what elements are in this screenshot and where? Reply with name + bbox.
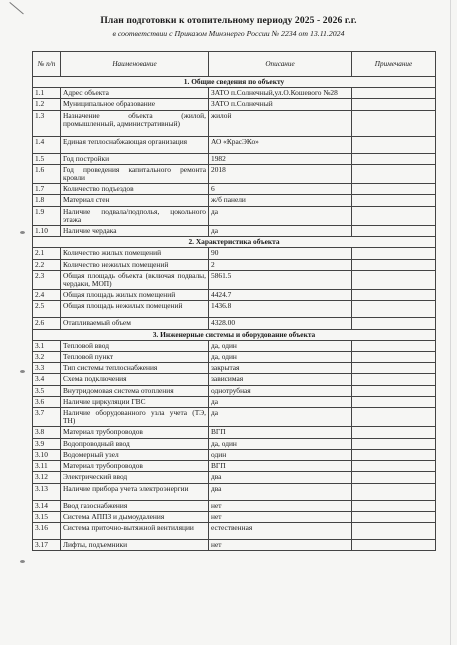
row-number: 1.8 <box>33 195 61 206</box>
row-name: Схема подключения <box>61 374 209 385</box>
row-number: 1.5 <box>33 153 61 164</box>
row-value: 6 <box>209 184 352 195</box>
row-note <box>352 318 436 329</box>
row-name: Тепловой пункт <box>61 352 209 363</box>
row-note <box>352 511 436 522</box>
row-name: Количество подъездов <box>61 184 209 195</box>
scan-edge-line <box>450 0 451 645</box>
row-number: 1.10 <box>33 226 61 237</box>
row-note <box>352 449 436 460</box>
table-row <box>33 301 436 318</box>
row-note <box>352 340 436 351</box>
row-number: 2.3 <box>33 270 61 289</box>
row-value: ЗАТО п.Солнечный <box>209 99 352 110</box>
table-row <box>33 270 436 289</box>
row-value: 1436.8 <box>209 301 352 318</box>
row-number: 2.2 <box>33 259 61 270</box>
row-name: Материал трубопроводов <box>61 461 209 472</box>
table-row <box>33 483 436 500</box>
row-name: Наличие циркуляции ГВС <box>61 396 209 407</box>
row-note <box>352 374 436 385</box>
row-number: 1.3 <box>33 110 61 136</box>
row-name: Тепловой ввод <box>61 340 209 351</box>
row-note <box>352 248 436 259</box>
row-number: 3.10 <box>33 449 61 460</box>
row-value: да, один <box>209 438 352 449</box>
header-num: № п/п <box>33 52 61 77</box>
row-value: 2 <box>209 259 352 270</box>
table-row <box>33 539 436 550</box>
row-name: Количество нежилых помещений <box>61 259 209 270</box>
row-note <box>352 270 436 289</box>
row-number: 3.12 <box>33 472 61 483</box>
row-number: 2.4 <box>33 290 61 301</box>
table-row <box>33 461 436 472</box>
document-subtitle: в соответствии с Приказом Минэнерго России № 2234 от 13.11.2024 <box>112 29 345 38</box>
row-name: Адрес объекта <box>61 88 209 99</box>
table-row <box>33 438 436 449</box>
row-name: Отапливаемый объем <box>61 318 209 329</box>
row-name: Наличие подвала/подполья, цокольного этажа <box>61 206 209 225</box>
row-value: АО «КрасЭКо» <box>209 136 352 153</box>
header-name: Наименование <box>61 52 209 77</box>
table-row <box>33 472 436 483</box>
row-value: один <box>209 449 352 460</box>
row-name: Система АППЗ и дымоудаления <box>61 511 209 522</box>
punch-hole-mark <box>20 560 25 563</box>
row-note <box>352 363 436 374</box>
row-name: Водомерный узел <box>61 449 209 460</box>
table-body <box>33 77 436 551</box>
row-number: 3.2 <box>33 352 61 363</box>
table-row <box>33 340 436 351</box>
table-row <box>33 352 436 363</box>
row-name: Лифты, подъемники <box>61 539 209 550</box>
table-row <box>33 408 436 427</box>
table-row <box>33 396 436 407</box>
row-name: Водопроводный ввод <box>61 438 209 449</box>
row-note <box>352 461 436 472</box>
row-number: 3.15 <box>33 511 61 522</box>
row-value: жилой <box>209 110 352 136</box>
row-number: 3.3 <box>33 363 61 374</box>
table-row <box>33 206 436 225</box>
table-row <box>33 522 436 539</box>
punch-hole-mark <box>20 370 25 373</box>
row-name: Количество жилых помещений <box>61 248 209 259</box>
row-note <box>352 539 436 550</box>
row-value: закрытая <box>209 363 352 374</box>
row-note <box>352 99 436 110</box>
table-row <box>33 226 436 237</box>
row-number: 3.6 <box>33 396 61 407</box>
row-name: Внутридомовая система отопления <box>61 385 209 396</box>
row-number: 1.7 <box>33 184 61 195</box>
row-note <box>352 396 436 407</box>
table-row <box>33 500 436 511</box>
scan-corner-mark <box>9 2 23 14</box>
row-name: Ввод газоснабжения <box>61 500 209 511</box>
header-description: Описание <box>209 52 352 77</box>
row-note <box>352 472 436 483</box>
document-title: План подготовки к отопительному периоду 2025 - 2026 г.г. <box>100 15 357 26</box>
table-header-row <box>33 52 436 77</box>
table-row <box>33 290 436 301</box>
row-value: нет <box>209 500 352 511</box>
table-row <box>33 374 436 385</box>
row-note <box>352 352 436 363</box>
table-row <box>33 259 436 270</box>
row-number: 3.14 <box>33 500 61 511</box>
section-header-row <box>33 77 436 88</box>
header-note: Примечание <box>352 52 436 77</box>
row-note <box>352 522 436 539</box>
row-number: 3.7 <box>33 408 61 427</box>
row-name: Общая площадь жилых помещений <box>61 290 209 301</box>
row-number: 3.4 <box>33 374 61 385</box>
row-value: ЗАТО п.Солнечный,ул.О.Кошевого №28 <box>209 88 352 99</box>
table-row <box>33 248 436 259</box>
table-row <box>33 363 436 374</box>
row-value: да <box>209 396 352 407</box>
row-number: 3.11 <box>33 461 61 472</box>
row-name: Электрический ввод <box>61 472 209 483</box>
row-value: да, один <box>209 340 352 351</box>
row-note <box>352 226 436 237</box>
row-value: да <box>209 206 352 225</box>
row-value: 90 <box>209 248 352 259</box>
row-name: Тип системы теплоснабжения <box>61 363 209 374</box>
table-row <box>33 449 436 460</box>
row-note <box>352 427 436 438</box>
row-number: 3.17 <box>33 539 61 550</box>
row-value: ВГП <box>209 427 352 438</box>
row-note <box>352 195 436 206</box>
row-value: 4328.00 <box>209 318 352 329</box>
row-note <box>352 301 436 318</box>
table-row <box>33 164 436 183</box>
table-row <box>33 99 436 110</box>
row-value: 5861.5 <box>209 270 352 289</box>
table-row <box>33 318 436 329</box>
row-note <box>352 153 436 164</box>
row-name: Муниципальное образование <box>61 99 209 110</box>
heating-plan-table <box>32 51 436 551</box>
row-value: два <box>209 483 352 500</box>
row-name: Наличие прибора учета электроэнергии <box>61 483 209 500</box>
row-note <box>352 206 436 225</box>
row-value: да <box>209 408 352 427</box>
row-name: Система приточно-вытяжной вентиляции <box>61 522 209 539</box>
row-value: зависимая <box>209 374 352 385</box>
row-number: 3.8 <box>33 427 61 438</box>
row-note <box>352 88 436 99</box>
section-header-row <box>33 237 436 248</box>
row-note <box>352 500 436 511</box>
section-header-row <box>33 329 436 340</box>
row-note <box>352 110 436 136</box>
row-note <box>352 483 436 500</box>
row-value: 4424.7 <box>209 290 352 301</box>
row-note <box>352 136 436 153</box>
row-name: Общая площадь объекта (включая подвалы, чердаки, МОП) <box>61 270 209 289</box>
row-value: 1982 <box>209 153 352 164</box>
punch-hole-mark <box>20 231 25 234</box>
row-number: 2.5 <box>33 301 61 318</box>
table-row <box>33 110 436 136</box>
row-note <box>352 408 436 427</box>
section-title: 1. Общие сведения по объекту <box>33 77 436 88</box>
row-note <box>352 164 436 183</box>
row-value: два <box>209 472 352 483</box>
section-title: 3. Инженерные системы и оборудование объекта <box>33 329 436 340</box>
row-name: Год постройки <box>61 153 209 164</box>
table-row <box>33 511 436 522</box>
row-number: 3.5 <box>33 385 61 396</box>
row-value: ж/б панели <box>209 195 352 206</box>
row-name: Материал стен <box>61 195 209 206</box>
table-row <box>33 136 436 153</box>
row-note <box>352 184 436 195</box>
row-number: 1.1 <box>33 88 61 99</box>
row-note <box>352 290 436 301</box>
table-row <box>33 88 436 99</box>
row-number: 1.9 <box>33 206 61 225</box>
row-note <box>352 259 436 270</box>
row-value: 2018 <box>209 164 352 183</box>
row-number: 2.1 <box>33 248 61 259</box>
row-name: Наличие оборудованного узла учета (ТЭ, ТН) <box>61 408 209 427</box>
row-name: Год проведения капитального ремонта кровли <box>61 164 209 183</box>
table-row <box>33 385 436 396</box>
row-value: однотрубная <box>209 385 352 396</box>
row-value: естественная <box>209 522 352 539</box>
row-name: Материал трубопроводов <box>61 427 209 438</box>
row-value: нет <box>209 539 352 550</box>
row-number: 3.16 <box>33 522 61 539</box>
row-name: Наличие чердака <box>61 226 209 237</box>
row-note <box>352 438 436 449</box>
row-name: Единая теплоснабжающая организация <box>61 136 209 153</box>
row-number: 1.2 <box>33 99 61 110</box>
row-value: нет <box>209 511 352 522</box>
row-number: 2.6 <box>33 318 61 329</box>
row-value: да, один <box>209 352 352 363</box>
row-note <box>352 385 436 396</box>
table-row <box>33 427 436 438</box>
table-row <box>33 195 436 206</box>
row-value: ВГП <box>209 461 352 472</box>
row-value: да <box>209 226 352 237</box>
row-number: 3.9 <box>33 438 61 449</box>
table-row <box>33 153 436 164</box>
row-number: 3.1 <box>33 340 61 351</box>
section-title: 2. Характеристика объекта <box>33 237 436 248</box>
row-name: Общая площадь нежилых помещений <box>61 301 209 318</box>
row-number: 3.13 <box>33 483 61 500</box>
table-row <box>33 184 436 195</box>
row-number: 1.4 <box>33 136 61 153</box>
row-number: 1.6 <box>33 164 61 183</box>
row-name: Назначение объекта (жилой, промышленный, административный) <box>61 110 209 136</box>
